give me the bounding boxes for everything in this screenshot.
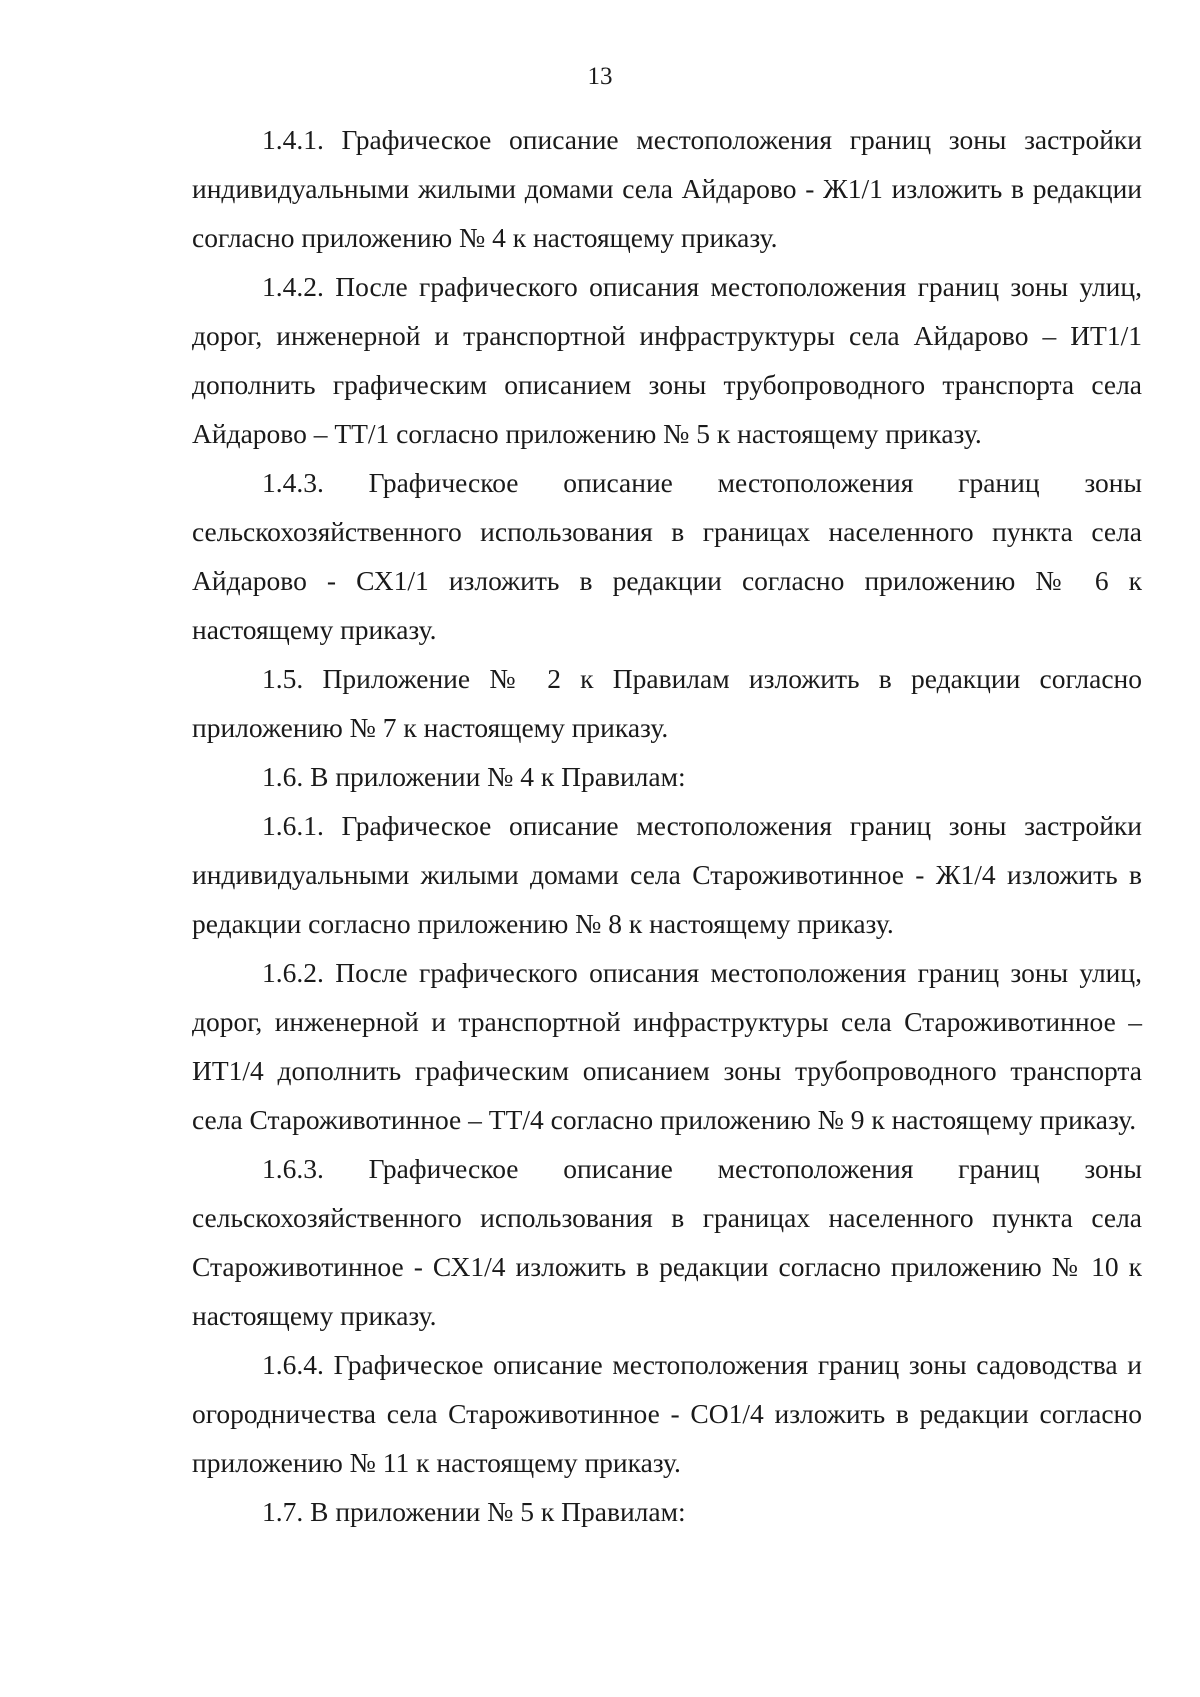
document-body (192, 115, 1142, 1536)
paragraph-1-6-1: 1.6.1. Графическое описание местоположения границ зоны застройки индивидуальными жилыми домами села Староживотинное - Ж1/4 изложить в редакции согласно приложению № 8 к настоящему приказу. (192, 810, 1142, 939)
paragraph-1-4-1: 1.4.1. Графическое описание местоположения границ зоны застройки индивидуальными жилыми домами села Айдарово - Ж1/1 изложить в редакции согласно приложению № 4 к настоящему приказу. (192, 124, 1142, 253)
paragraph-1-6: 1.6. В приложении № 4 к Правилам: (262, 761, 686, 792)
paragraph-1-4-3: 1.4.3. Графическое описание местоположения границ зоны сельскохозяйственного использования в границах населенного пункта села Айдарово - СХ1/1 изложить в редакции согласно приложению № 6 к настоящему приказу. (192, 467, 1142, 645)
paragraph-1-6-3: 1.6.3. Графическое описание местоположения границ зоны сельскохозяйственного использования в границах населенного пункта села Староживотинное - СХ1/4 изложить в редакции согласно приложению № 10 к настоящему приказу. (192, 1153, 1142, 1331)
paragraph-1-5: 1.5. Приложение № 2 к Правилам изложить в редакции согласно приложению № 7 к настоящему приказу. (192, 663, 1142, 743)
paragraph-1-6-4: 1.6.4. Графическое описание местоположения границ зоны садоводства и огородничества села Староживотинное - СО1/4 изложить в редакции согласно приложению № 11 к настоящему приказу. (192, 1349, 1142, 1478)
paragraph-1-6-2: 1.6.2. После графического описания местоположения границ зоны улиц, дорог, инженерной и транспортной инфраструктуры села Староживотинное – ИТ1/4 дополнить графическим описанием зоны трубопроводного транспорта села Староживотинное – ТТ/4 согласно приложению № 9 к настоящему приказу. (192, 957, 1142, 1135)
paragraph-1-4-2: 1.4.2. После графического описания местоположения границ зоны улиц, дорог, инженерной и транспортной инфраструктуры села Айдарово – ИТ1/1 дополнить графическим описанием зоны трубопроводного транспорта села Айдарово – ТТ/1 согласно приложению № 5 к настоящему приказу. (192, 271, 1142, 449)
paragraph-1-7: 1.7. В приложении № 5 к Правилам: (262, 1496, 686, 1527)
page-number: 13 (587, 63, 613, 90)
